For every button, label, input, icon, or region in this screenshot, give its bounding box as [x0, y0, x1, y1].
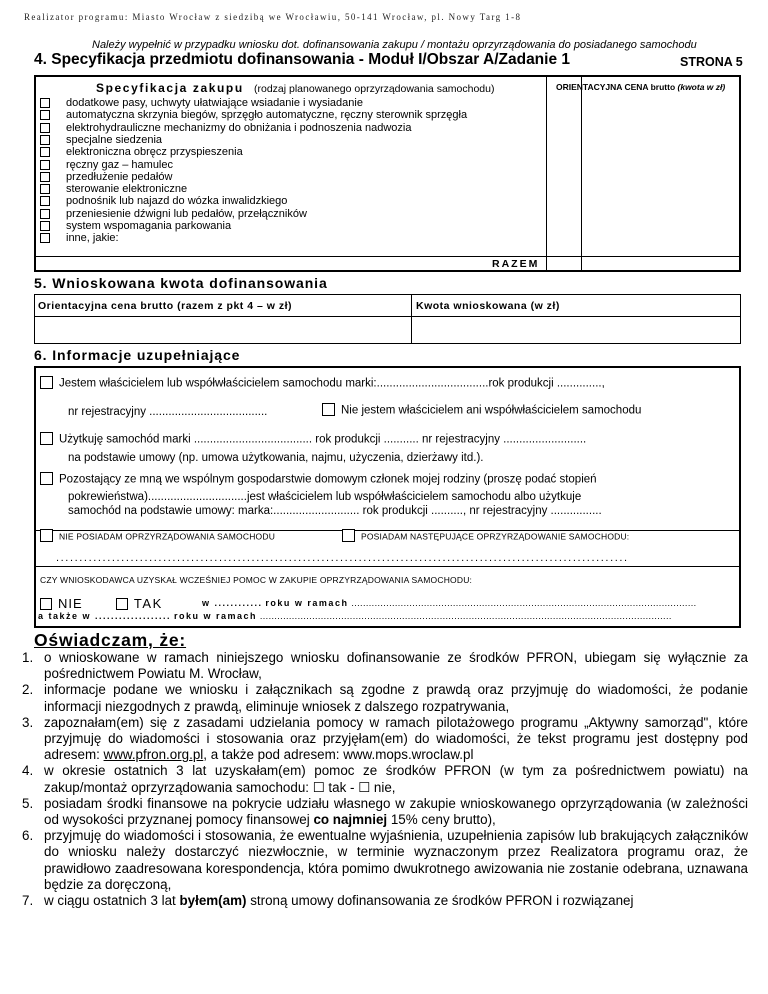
has-equipment-option[interactable]: POSIADAM NASTĘPUJĄCE OPRZYRZĄDOWANIE SAMOCHODU: [342, 531, 629, 544]
section-6-title: 6. Informacje uzupełniające [34, 347, 241, 363]
declaration-item: 5. posiadam środki finansowe na pokrycie udziału własnego w zakupie wnioskowanego oprzyrządowania (w zależności od wysokości przyznanej pomocy finansowej co najmniej 15% ceny brutto), [22, 795, 748, 828]
declaration-title: Oświadczam, że: [34, 630, 187, 650]
checkbox[interactable] [40, 172, 50, 182]
household-option[interactable]: Pozostający ze mną we wspólnym gospodarstwie domowym członek mojej rodziny (proszę podać stopień [40, 473, 597, 486]
checkbox[interactable] [40, 184, 50, 194]
price-column-heading: ORIENTACYJNA CENA brutto (kwota w zł) [556, 82, 726, 92]
checkbox[interactable] [40, 160, 50, 170]
household-relation-line: pokrewieństwa)...............................jest właścicielem lub współwłaścicielem samochodu albo użytkuje [68, 491, 582, 503]
owner-checkbox[interactable] [40, 376, 53, 389]
checkbox[interactable] [40, 196, 50, 206]
prior-aid-answer-row [40, 596, 163, 611]
table-divider [581, 77, 582, 270]
table-divider [35, 316, 740, 317]
declaration-item: 4. w okresie ostatnich 3 lat uzyskałam(em) pomoc ze środków PFRON (w tym za pośrednictwem powiatu) na zakup/montaż oprzyrządowania samochodu: ☐ tak - ☐ nie, [22, 763, 748, 795]
checkbox[interactable] [40, 98, 50, 108]
no-checkbox[interactable] [40, 598, 52, 610]
checkbox[interactable] [40, 209, 50, 219]
not-owner-checkbox[interactable] [322, 403, 335, 416]
program-realizator-header: Realizator programu: Miasto Wrocław z siedzibą we Wrocławiu, 50-141 Wrocław, pl. Nowy Targ 1-8 [24, 12, 522, 22]
registration-line: nr rejestracyjny ..................................... [68, 406, 268, 418]
prior-aid-no-option[interactable]: NIE [40, 596, 83, 611]
user-agreement-line: na podstawie umowy (np. umowa użytkowania, najmu, użyczenia, dzierżawy itd.). [68, 452, 484, 464]
yes-checkbox[interactable] [116, 598, 128, 610]
declaration-item: 1. o wnioskowane w ramach niniejszego wniosku dofinansowanie ze środków PFRON, ubiegam się wyłącznie za pośrednictwem Powiatu M. Wrocław, [22, 650, 748, 682]
table-divider [546, 77, 547, 270]
spec-heading: Specyfikacja zakupu [96, 81, 244, 95]
section-5-title: 5. Wnioskowana kwota dofinansowania [34, 275, 328, 291]
no-equipment-checkbox[interactable] [40, 529, 53, 542]
checkbox[interactable] [40, 135, 50, 145]
checkbox[interactable] [40, 221, 50, 231]
not-owner-option[interactable]: Nie jestem właścicielem ani współwłaścicielem samochodu [322, 404, 641, 417]
fill-instruction-note: Należy wypełnić w przypadku wniosku dot. dofinansowania zakupu / montażu oprzyrządowania do posiadanego samochodu [92, 39, 697, 51]
table-divider [36, 256, 739, 257]
user-checkbox[interactable] [40, 432, 53, 445]
estimated-price-column-label: Orientacyjna cena brutto (razem z pkt 4 – w zł) [38, 300, 292, 312]
no-equipment-option[interactable]: NIE POSIADAM OPRZYRZĄDOWANIA SAMOCHODU [40, 531, 275, 544]
prior-aid-yes-option[interactable]: TAK [116, 596, 163, 611]
household-car-line: samochód na podstawie umowy: marka:........................... rok produkcji .........., nr rejestracyjny ................ [68, 505, 602, 517]
declaration-item: 3. zapoznałam(em) się z zasadami udzielania pomocy w ramach pilotażowego programu „Aktywny samorząd", które przyjmuję do wiadomości i stosowania oraz przyjęłam(em) do wiadomości, że tekst programu jest dostępny pod adresem: www.pfron.org.pl, a także pod adresem: www.mops.wroclaw.pl [22, 714, 748, 763]
prior-aid-additional-line[interactable]: a także w ................... roku w ramach .............................................................................................................................................. [38, 611, 672, 621]
owner-option[interactable]: Jestem właścicielem lub współwłaścicielem samochodu marki:...................................rok produkcji .............., [40, 377, 605, 390]
household-checkbox[interactable] [40, 472, 53, 485]
box-divider [36, 566, 739, 567]
declaration-list [22, 650, 748, 909]
checkbox[interactable] [40, 110, 50, 120]
checkbox[interactable] [40, 233, 50, 243]
spec-subheading: (rodzaj planowanego oprzyrządowania samochodu) [254, 83, 495, 95]
section-4-title: 4. Specyfikacja przedmiotu dofinansowania - Moduł I/Obszar A/Zadanie 1 [34, 51, 571, 68]
requested-amount-column-label: Kwota wnioskowana (w zł) [416, 300, 560, 312]
declaration-item: 2. informacje podane we wniosku i załącznikach są zgodne z prawdą oraz przyjmuję do wiadomości, że podanie informacji niezgodnych z prawdą, eliminuje wniosek z dalszego rozpatrywania, [22, 682, 748, 714]
declaration-item: 6. przyjmuję do wiadomości i stosowania, że ewentualne wyjaśnienia, uzupełnienia zapisów lub brakujących załączników do wniosku należy dostarczyć niezwłocznie, w terminie wyznaczonym przez Realizatora programu oraz, że prawidłowo zaadresowana korespondencja, która pomimo dwukrotnego awizowania nie zostanie odebrana, uznawana będzie za doręczoną, [22, 828, 748, 892]
checkbox[interactable] [40, 123, 50, 133]
prior-aid-details-line[interactable]: w ............ roku w ramach ....................................................................................................................... [202, 598, 697, 608]
user-option[interactable]: Użytkuję samochód marki ..................................... rok produkcji ........... nr rejestracyjny .......................... [40, 433, 586, 446]
pfron-link[interactable]: www.pfron.org.pl [103, 747, 204, 763]
declaration-item: 7. w ciągu ostatnich 3 lat byłem(am) stroną umowy dofinansowania ze środków PFRON i rozwiązanej [22, 893, 634, 909]
has-equipment-checkbox[interactable] [342, 529, 355, 542]
prior-aid-question: CZY WNIOSKODAWCA UZYSKAŁ WCZEŚNIEJ POMOC W ZAKUPIE OPRZYRZĄDOWANIA SAMOCHODU: [40, 575, 473, 585]
checkbox[interactable] [40, 147, 50, 157]
equipment-fill-line[interactable]: ........................................................................................................................... [56, 552, 629, 564]
page-number-label: STRONA 5 [680, 55, 743, 69]
total-label: RAZEM [492, 258, 540, 270]
table-divider [411, 295, 412, 343]
